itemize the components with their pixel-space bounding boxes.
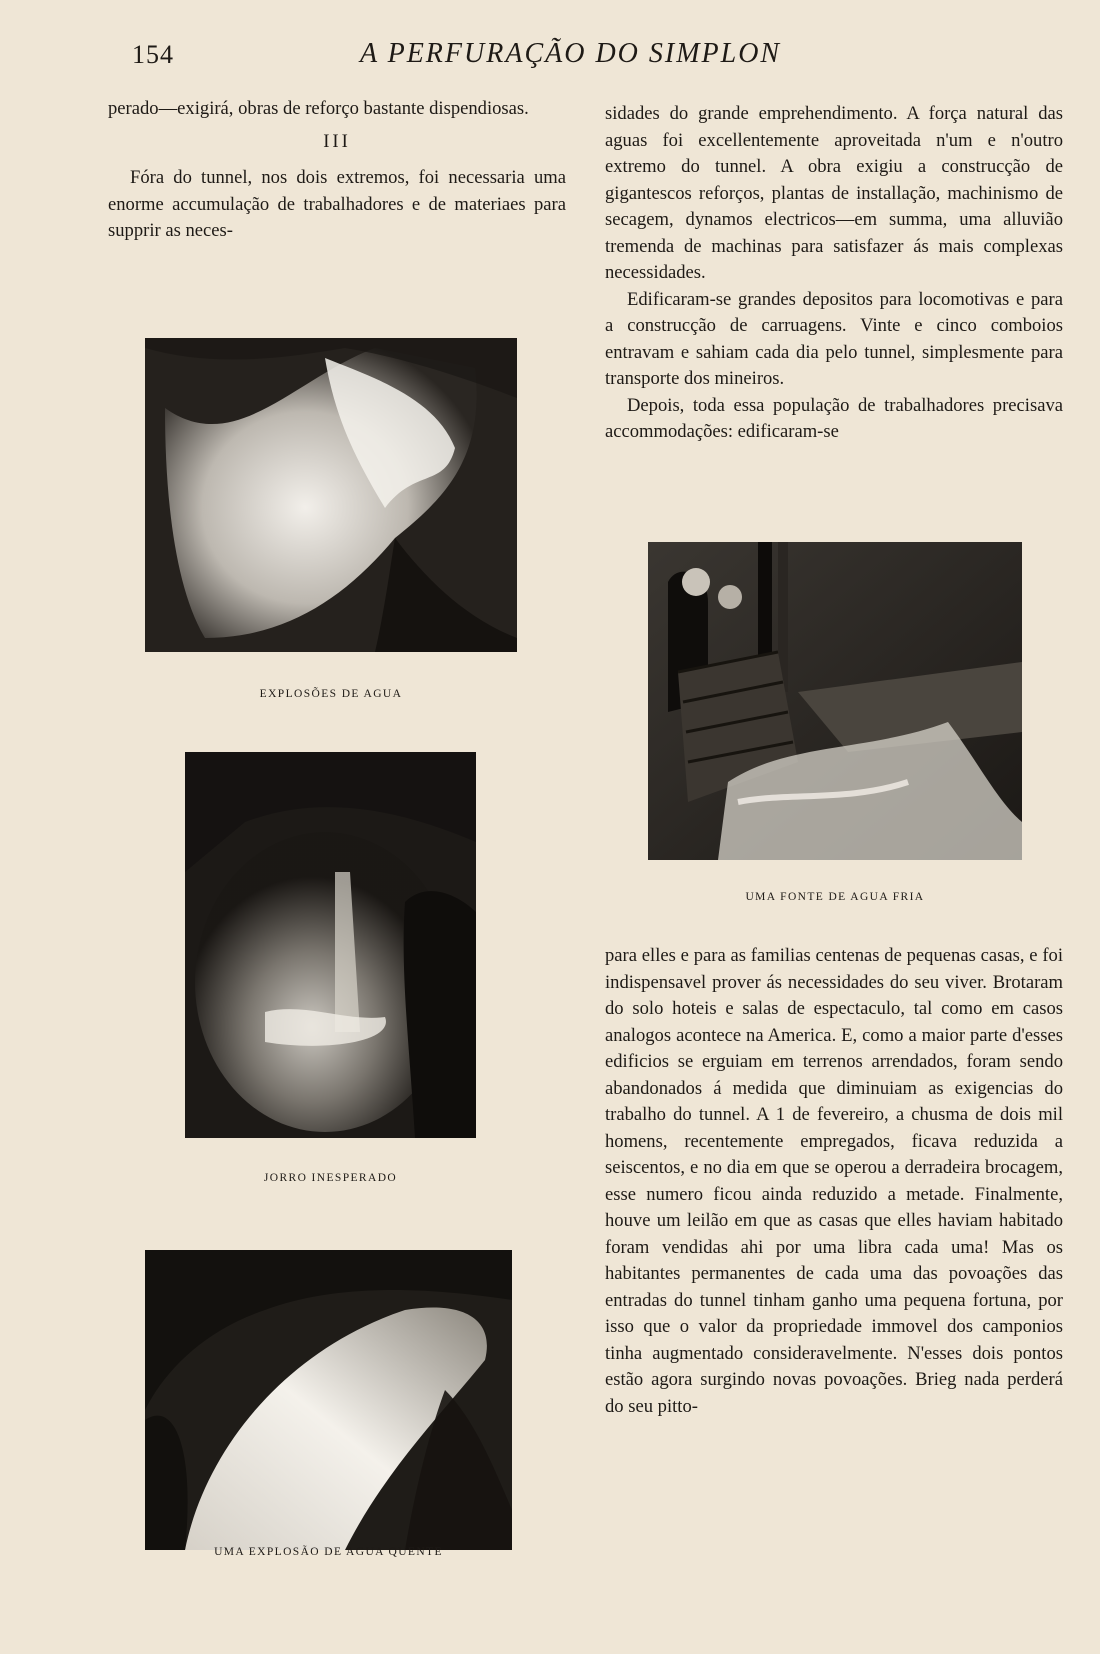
right-column-text-top bbox=[605, 101, 1063, 446]
photo-unexpected-gush bbox=[185, 752, 476, 1138]
paragraph: para elles e para as familias centenas de pequenas casas, e foi indispensavel prover ás necessidades do seu viver. Brotaram do solo hoteis e salas de espectaculo, tal como em casos analogos acontece na America. E, como a maior parte d'esses edificios se erguiam em terrenos arrendados, foram sendo abandonados á medida que diminuiam as exigencias do trabalho do tunnel. A 1 de fevereiro, a chusma de dois mil homens, recentemente empregados, ficava reduzida a seiscentos, e no dia em que se operou a derradeira brocagem, esse numero ficou ainda reduzido a metade. Finalmente, houve um leilão em que as casas que elles haviam habitado foram vendidas ahi por uma libra cada uma! Mas os habitantes permanentes de cada uma das povoações das entradas do tunnel tinham ganho uma pequena fortuna, por isso que o valor da propriedade immovel dos camponios tinha augmentado consideravelmente. N'esses dois pontos estão agora surgindo novas povoações. Brieg nada perderá do seu pitto- bbox=[605, 945, 1063, 1417]
figure-caption: UMA EXPLOSÃO DE AGUA QUENTE bbox=[214, 1546, 443, 1558]
running-head-title: A PERFURAÇÃO DO SIMPLON bbox=[360, 38, 782, 69]
paragraph: perado—exigirá, obras de reforço bastante dispendiosas. bbox=[108, 98, 529, 119]
paragraph: sidades do grande emprehendimento. A força natural das aguas foi excellentemente aproveitada n'um e n'outro extremo do tunnel. A obra exigiu a construcção de gigantescos reforços, plantas de installação, machinismo de secagem, dynamos electricos—em summa, uma alluvião tremenda de machinas para satisfazer ás mais complexas necessidades. bbox=[605, 103, 1063, 283]
left-column-text bbox=[108, 96, 566, 245]
paragraph: Edificaram-se grandes depositos para locomotivas e para a construcção de carruagens. Vinte e cinco comboios entravam e sahiam cada dia pelo tunnel, simplesmente para transporte dos mineiros. bbox=[605, 288, 1063, 389]
section-number: III bbox=[323, 130, 351, 152]
photo-water-explosions bbox=[145, 338, 517, 652]
figure-caption: JORRO INESPERADO bbox=[263, 1172, 398, 1184]
page-number: 154 bbox=[132, 40, 174, 69]
figure-caption: UMA FONTE DE AGUA FRIA bbox=[745, 891, 925, 903]
photo-hot-water-explosion bbox=[145, 1250, 512, 1550]
photo-cold-water-spring bbox=[648, 542, 1022, 860]
paragraph: Depois, toda essa população de trabalhadores precisava accommodações: edificaram-se bbox=[605, 394, 1063, 442]
figure-caption: EXPLOSÕES DE AGUA bbox=[259, 688, 403, 700]
right-column-text-bottom bbox=[605, 943, 1063, 1420]
paragraph: Fóra do tunnel, nos dois extremos, foi necessaria uma enorme accumulação de trabalhadores e de materiaes para supprir as neces- bbox=[108, 167, 566, 241]
